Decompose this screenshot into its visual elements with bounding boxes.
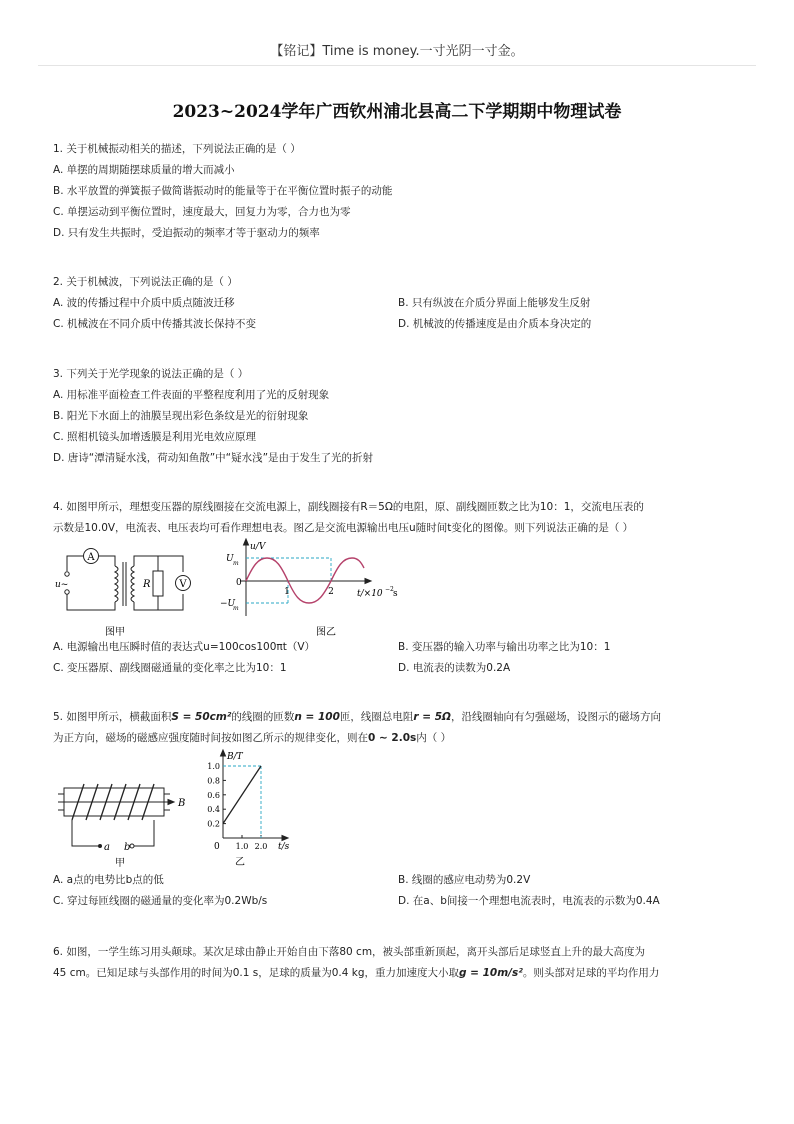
xlabel-t: t/×10 (357, 589, 383, 599)
q4-option-a: A. 电源输出电压瞬时值的表达式u=100cos100πt（V） (53, 641, 315, 653)
q3-option-c: C. 照相机镜头加增透膜是利用光电效应原理 (53, 431, 257, 443)
y-tick-label: 0.6 (207, 790, 220, 800)
q1-option-d: D. 只有发生共振时，受迫振动的频率才等于驱动力的频率 (53, 227, 320, 239)
q1-stem: 1. 关于机械振动相关的描述，下列说法正确的是（ ） (53, 143, 301, 155)
q4-stem-line2: 示数是10.0V，电流表、电压表均可看作理想电表。图乙是交流电源输出电压u随时间t变化的图像。则下列说法正确的是（ ） (53, 522, 634, 534)
b-field-line (223, 766, 261, 824)
q2-option-c: C. 机械波在不同介质中传播其波长保持不变 (53, 318, 257, 330)
question-4-options (53, 637, 743, 679)
q5-figure-coil (58, 780, 198, 870)
q5-option-c: C. 穿过每匝线圈的磁通量的变化率为0.2Wb/s (53, 895, 268, 907)
q4-option-d: D. 电流表的读数为0.2A (398, 662, 511, 674)
resistor-label: R (143, 579, 151, 590)
tick-t1: 1 (284, 587, 290, 597)
y-tick-label: 0.4 (207, 805, 220, 815)
xlabel-ts: t/s (278, 842, 290, 852)
q1-option-a: A. 单摆的周期随摆球质量的增大而减小 (53, 164, 235, 176)
q6-stem-line1: 6. 如图，一学生练习用头颠球。某次足球由静止开始自由下落80 cm，被头部重新顶起，离开头部后足球竖直上升的最大高度为 (53, 946, 646, 958)
q5-option-d: D. 在a、b间接一个理想电流表时，电流表的示数为0.4A (398, 895, 660, 907)
y-tick-label: 1.0 (207, 762, 220, 771)
svg-text:V: V (179, 579, 187, 590)
q5-stem-line1: 5. 如图甲所示，横截面积S = 50cm²的线圈的匝数n = 100匝，线圈总电阻r = 5Ω，沿线圈轴向有匀强磁场，设图示的磁场方向 (53, 711, 661, 723)
figure-caption-yi-5: 乙 (235, 857, 245, 868)
q3-option-d: D. 唐诗“潭清疑水浅，荷动知鱼散”中“疑水浅”是由于发生了光的折射 (53, 452, 374, 464)
tick-um: U (226, 554, 234, 564)
figure-caption-yi: 图乙 (316, 627, 336, 638)
q5-option-b: B. 线圈的感应电动势为0.2V (398, 874, 531, 886)
q4-option-b: B. 变压器的输入功率与输出功率之比为10：1 (398, 641, 611, 653)
tick-um-sub: m (233, 560, 239, 567)
y-tick-label: 0.2 (207, 819, 220, 829)
figure-caption-jia-5: 甲 (115, 858, 125, 869)
question-5 (53, 707, 743, 749)
q2-option-a: A. 波的传播过程中介质中质点随波迁移 (53, 297, 235, 309)
tick-neg-um: −U (220, 599, 236, 609)
terminal-a-label: a (104, 842, 110, 853)
q4-option-c: C. 变压器原、副线圈磁通量的变化率之比为10：1 (53, 662, 287, 674)
source-label: u~ (55, 580, 69, 590)
q2-option-d: D. 机械波的传播速度是由介质本身决定的 (398, 318, 592, 330)
q5-stem-line2: 为正方向，磁场的磁感应强度随时间按如图乙所示的规律变化，则在0 ∼ 2.0s内（ ） (53, 732, 452, 744)
q3-option-a: A. 用标准平面检查工件表面的平整程度利用了光的反射现象 (53, 389, 330, 401)
q1-option-b: B. 水平放置的弹簧振子做简谐振动时的能量等于在平衡位置时振子的动能 (53, 185, 393, 197)
q3-stem: 3. 下列关于光学现象的说法正确的是（ ） (53, 368, 249, 380)
ylabel-b: B/T (227, 752, 243, 762)
q4-figure-circuit (55, 544, 195, 642)
tick-t2: 2 (328, 587, 334, 597)
x-tick-label: 1.0 (235, 842, 249, 851)
header-divider (38, 65, 756, 66)
q2-stem: 2. 关于机械波，下列说法正确的是（ ） (53, 276, 238, 288)
q3-option-b: B. 阳光下水面上的油膜呈现出彩色条纹是光的衍射现象 (53, 410, 309, 422)
voltmeter-icon (176, 576, 191, 591)
motto-header: 【铭记】Time is money.一寸光阴一寸金。 (270, 44, 524, 59)
tick-neg-um-sub: m (233, 605, 239, 612)
question-1 (53, 139, 743, 244)
field-b-label: B (178, 798, 186, 809)
question-3 (53, 364, 743, 469)
tick-origin: 0 (214, 842, 220, 852)
q1-option-c: C. 单摆运动到平衡位置时，速度最大，回复力为零，合力也为零 (53, 206, 351, 218)
q4-figure-waveform (218, 538, 408, 640)
terminal-b-label: b (124, 842, 131, 853)
q5-option-a: A. a点的电势比b点的低 (53, 874, 164, 886)
q4-stem-line1: 4. 如图甲所示，理想变压器的原线圈接在交流电源上，副线圈接有R＝5Ω的电阻，原、副线圈匝数之比为10：1，交流电压表的 (53, 501, 644, 513)
xlabel-unit: s (393, 589, 398, 599)
question-5-options (53, 870, 743, 912)
question-2 (53, 272, 743, 335)
question-6 (53, 942, 743, 984)
page-title: 2023~2024学年广西钦州浦北县高二下学期期中物理试卷 (172, 102, 622, 122)
y-tick-label: 0.8 (207, 776, 220, 786)
ylabel-u: u/V (250, 542, 266, 552)
question-4 (53, 497, 743, 539)
svg-text:A: A (87, 552, 95, 563)
q5-figure-bt-graph (198, 746, 298, 874)
figure-caption-jia: 图甲 (105, 627, 125, 638)
q6-stem-line2: 45 cm。已知足球与头部作用的时间为0.1 s，足球的质量为0.4 kg，重力加速度大小取g = 10m/s²。则头部对足球的平均作用力 (53, 967, 660, 979)
q2-option-b: B. 只有纵波在介质分界面上能够发生反射 (398, 297, 591, 309)
ammeter-icon (84, 549, 99, 564)
xlabel-exp: −2 (385, 586, 394, 593)
tick-zero: 0 (236, 578, 242, 588)
x-tick-label: 2.0 (254, 842, 268, 851)
